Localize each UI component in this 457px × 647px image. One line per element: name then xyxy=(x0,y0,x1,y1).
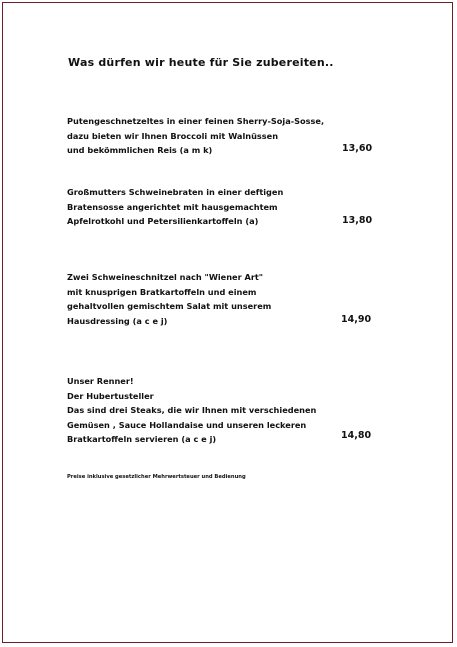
menu-item-1-price: 13,60 xyxy=(342,143,373,154)
menu-item-2-line-2: Bratensosse angerichtet mit hausgemachtem xyxy=(67,201,278,212)
menu-item-4-line-4: Gemüsen , Sauce Hollandaise und unseren leckeren xyxy=(67,419,307,430)
menu-item-3-price: 14,90 xyxy=(341,314,372,325)
menu-item-2 xyxy=(67,185,377,229)
menu-item-3-line-2: mit knusprigen Bratkartoffeln und einem xyxy=(67,286,257,297)
menu-item-2-line-3: Apfelrotkohl und Petersilienkartoffeln (a) xyxy=(67,216,259,226)
menu-item-2-line-1: Großmutters Schweinebraten in einer deftigen xyxy=(67,187,284,197)
menu-item-4 xyxy=(67,374,377,447)
menu-item-1 xyxy=(67,114,377,158)
menu-item-4-line-3: Das sind drei Steaks, die wir Ihnen mit verschiedenen xyxy=(67,405,317,415)
menu-item-3 xyxy=(67,270,377,328)
menu-heading: Was dürfen wir heute für Sie zubereiten.. xyxy=(68,56,334,69)
menu-item-4-line-5: Bratkartoffeln servieren (a c e j) xyxy=(67,434,217,444)
menu-item-2-price: 13,80 xyxy=(342,215,373,226)
price-footnote: Preise inklusive gesetzlicher Mehrwertsteuer und Bedienung xyxy=(67,474,246,480)
menu-item-4-price: 14,80 xyxy=(341,430,372,441)
menu-item-1-line-1: Putengeschnetzeltes in einer feinen Sherry-Soja-Sosse, xyxy=(67,116,325,126)
menu-item-4-line-2: Der Hubertusteller xyxy=(67,390,154,401)
menu-item-3-line-4: Hausdressing (a c e j) xyxy=(67,315,168,326)
menu-item-3-line-3: gehaltvollen gemischtem Salat mit unserem xyxy=(67,301,272,311)
menu-item-3-line-1: Zwei Schweineschnitzel nach "Wiener Art" xyxy=(67,272,264,282)
menu-item-1-line-3: und bekömmlichen Reis (a m k) xyxy=(67,145,213,155)
menu-item-4-line-1: Unser Renner! xyxy=(67,376,134,386)
menu-item-1-line-2: dazu bieten wir Ihnen Broccoli mit Walnüssen xyxy=(67,130,279,141)
